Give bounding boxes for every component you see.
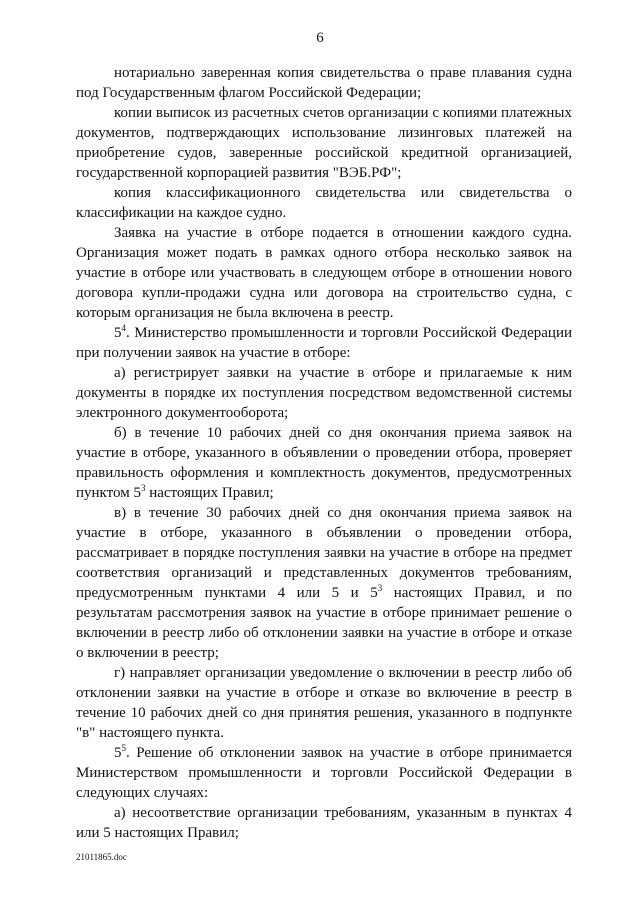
paragraph: г) направляет организации уведомление о включении в реестр либо об отклонении заявки на участие в отборе и отказе во включение в реестр в течение 10 рабочих дней со дня принятия решения, указанного в подпункте "в" настоящего пункта. [76,665,572,741]
paragraph: а) регистрирует заявки на участие в отборе и прилагаемые к ним документы в порядке их поступления посредством ведомственной системы электронного документооборота; [76,365,572,421]
paragraph: копии выписок из расчетных счетов организации с копиями платежных документов, подтверждающих использование лизинговых платежей на приобретение судов, заверенные российской кредитной организацией, государственной корпорацией развития "ВЭБ.РФ"; [76,105,572,181]
page-number: 6 [316,30,324,46]
footer-filename: 21011865.doc [76,852,127,862]
document-body [76,63,572,843]
paragraph-clause-heading: $5^5$. Решение об отклонении заявок на участие в отборе принимается Министерством промышленности и торговли Российской Федерации в следующих случаях: [76,743,572,801]
paragraph: Заявка на участие в отборе подается в отношении каждого судна. Организация может подать в рамках одного отбора несколько заявок на участие в отборе или участвовать в следующем отборе в отношении нового договора купли-продажи судна или договора на строительство судна, с которым организация не была включена в реестр. [76,225,572,321]
paragraph-clause-heading: $5^4$. Министерство промышленности и торговли Российской Федерации при получении заявок на участие в отборе: [76,323,572,361]
paragraph: б) в течение 10 рабочих дней со дня окончания приема заявок на участие в отборе, указанного в объявлении о проведении отбора, проверяет правильность оформления и комплектность документов, предусмотренных пунктом $5^3$ настоящих Правил; [76,425,572,501]
paragraph: а) несоответствие организации требованиям, указанным в пунктах 4 или 5 настоящих Правил; [76,805,572,841]
paragraph: в) в течение 30 рабочих дней со дня окончания приема заявок на участие в отборе, указанного в объявлении о проведении отбора, рассматривает в порядке поступления заявки на участие в отборе на предмет соответствия организаций и представленных документов требованиям, предусмотренным пунктами 4 или 5 и $5^3$ настоящих Правил, и по результатам рассмотрения заявок на участие в отборе принимает решение о включении в реестр либо об отклонении заявки на участие в отборе и отказе о включении в реестр; [76,505,572,661]
paragraph: копия классификационного свидетельства или свидетельства о классификации на каждое судно. [76,185,572,221]
paragraph: нотариально заверенная копия свидетельства о праве плавания судна под Государственным флагом Российской Федерации; [76,65,572,101]
